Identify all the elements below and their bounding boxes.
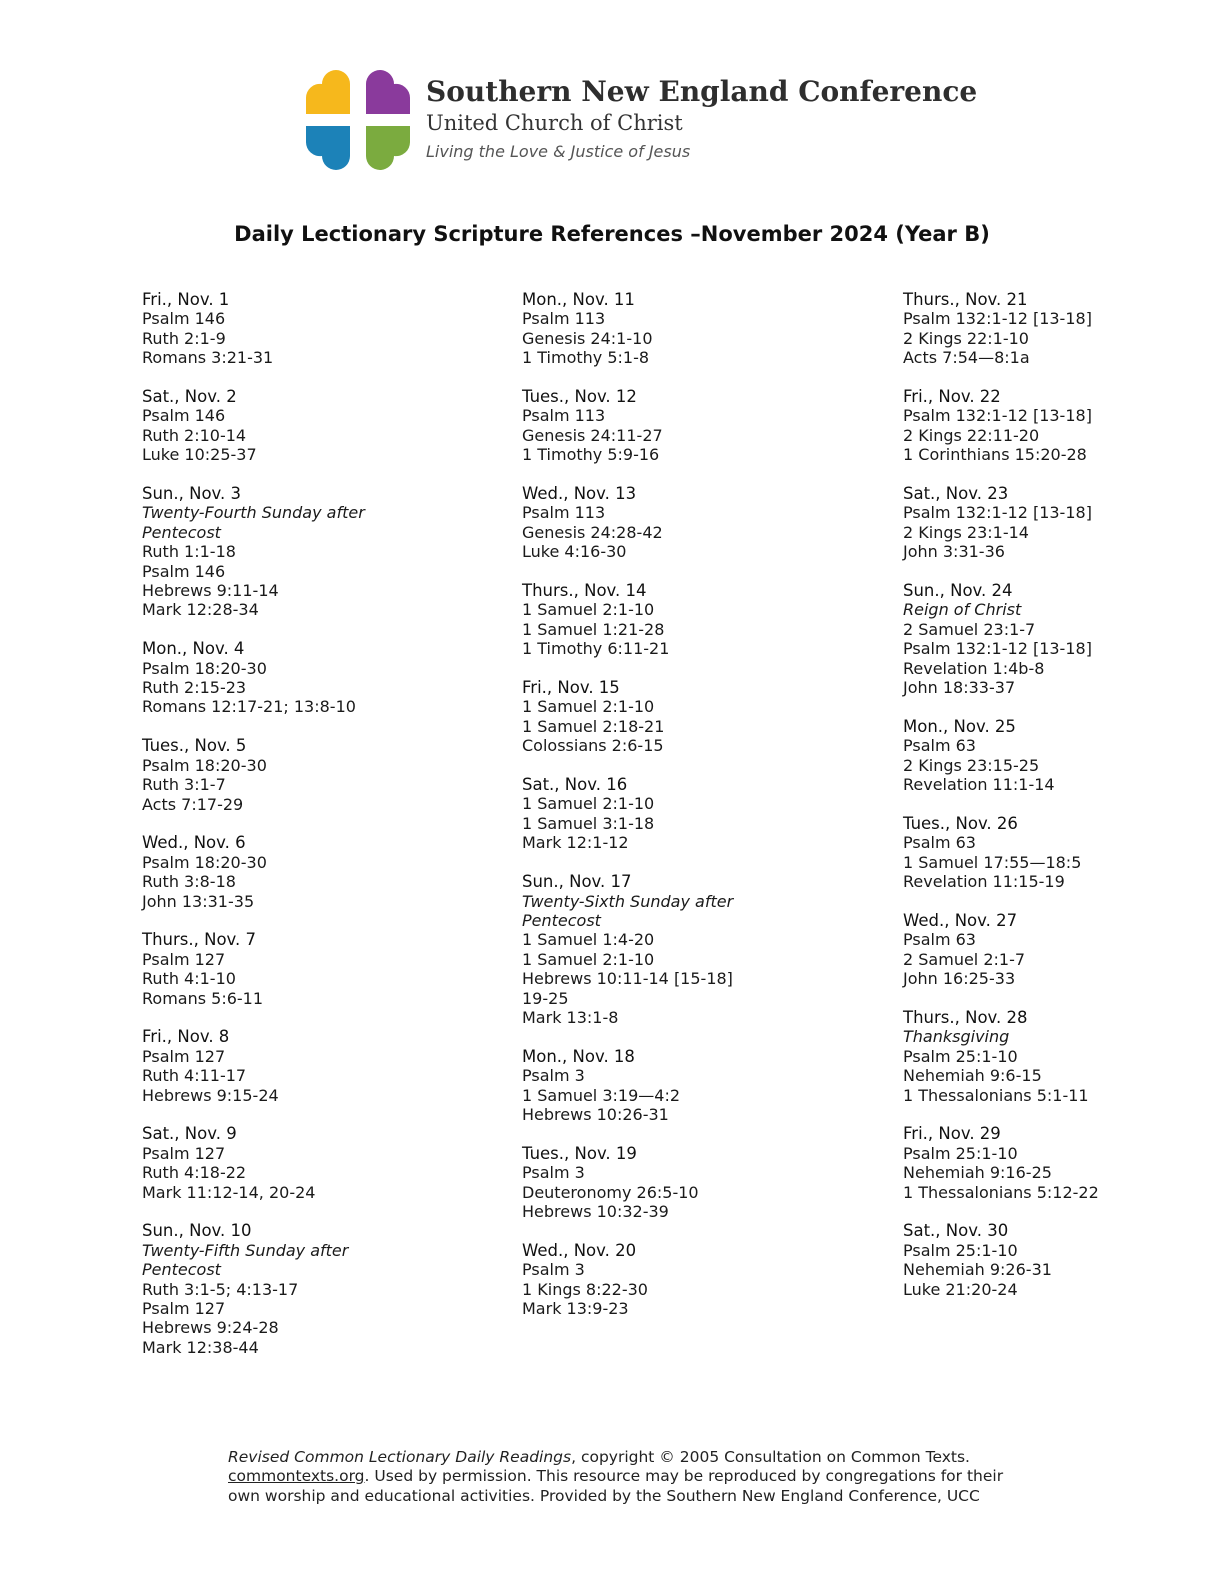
- day-entry: [903, 290, 1224, 368]
- day-entry: [522, 581, 882, 659]
- scripture-reading: 19-25: [522, 988, 569, 1008]
- scripture-reading: 1 Timothy 5:9-16: [522, 445, 660, 465]
- scripture-reading: Psalm 132:1-12 [13-18]: [903, 639, 1092, 659]
- org-subtitle: United Church of Christ: [426, 111, 683, 135]
- scripture-reading: 1 Samuel 17:55—18:5: [903, 852, 1082, 872]
- scripture-reading: Nehemiah 9:26-31: [903, 1260, 1052, 1280]
- day-occasion: Twenty-Fifth Sunday after: [142, 1240, 349, 1260]
- scripture-reading: Colossians 2:6-15: [522, 736, 664, 756]
- scripture-reading: Nehemiah 9:6-15: [903, 1066, 1042, 1086]
- copyright-text: , copyright © 2005 Consultation on Common Texts.: [571, 1448, 970, 1466]
- day-date: Fri., Nov. 29: [903, 1124, 1001, 1144]
- scripture-reading: 2 Samuel 23:1-7: [903, 619, 1036, 639]
- day-entry: [142, 833, 502, 911]
- scripture-reading: Psalm 63: [903, 930, 976, 950]
- org-block: [426, 74, 977, 166]
- scripture-reading: John 16:25-33: [903, 969, 1016, 989]
- scripture-reading: Psalm 146: [142, 309, 226, 329]
- scripture-reading: Psalm 146: [142, 406, 226, 426]
- scripture-reading: Revelation 11:1-14: [903, 775, 1055, 795]
- scripture-reading: Genesis 24:1-10: [522, 328, 653, 348]
- page-title: Daily Lectionary Scripture References –November 2024 (Year B): [234, 222, 990, 246]
- day-date: Thurs., Nov. 7: [142, 930, 257, 950]
- scripture-reading: Psalm 127: [142, 1046, 226, 1066]
- day-date: Sat., Nov. 16: [522, 775, 628, 795]
- day-date: Tues., Nov. 19: [522, 1143, 637, 1163]
- scripture-reading: Hebrews 10:32-39: [522, 1201, 669, 1221]
- scripture-reading: 2 Kings 22:1-10: [903, 328, 1029, 348]
- scripture-reading: Ruth 4:18-22: [142, 1163, 247, 1183]
- scripture-reading: Psalm 63: [903, 833, 976, 853]
- day-entry: [903, 1221, 1224, 1299]
- footer: [228, 1448, 1068, 1506]
- scripture-reading: Hebrews 10:11-14 [15-18]: [522, 969, 733, 989]
- scripture-reading: 1 Samuel 2:1-10: [522, 697, 655, 717]
- scripture-reading: Revelation 11:15-19: [903, 872, 1065, 892]
- day-date: Fri., Nov. 22: [903, 387, 1001, 407]
- scripture-reading: 1 Samuel 1:4-20: [522, 930, 655, 950]
- scripture-reading: Romans 12:17-21; 13:8-10: [142, 697, 356, 717]
- day-entry: [903, 814, 1224, 892]
- day-date: Wed., Nov. 20: [522, 1240, 637, 1260]
- scripture-reading: Psalm 113: [522, 309, 606, 329]
- scripture-reading: Psalm 3: [522, 1163, 585, 1183]
- day-date: Sun., Nov. 17: [522, 872, 632, 892]
- scripture-reading: Psalm 63: [903, 736, 976, 756]
- scripture-reading: Psalm 25:1-10: [903, 1046, 1018, 1066]
- scripture-reading: 1 Thessalonians 5:12-22: [903, 1182, 1099, 1202]
- scripture-reading: 2 Kings 23:15-25: [903, 755, 1040, 775]
- day-occasion: Thanksgiving: [903, 1027, 1010, 1047]
- scripture-reading: Psalm 132:1-12 [13-18]: [903, 503, 1092, 523]
- day-date: Tues., Nov. 5: [142, 736, 247, 756]
- scripture-reading: 1 Samuel 2:1-10: [522, 949, 655, 969]
- scripture-reading: Luke 4:16-30: [522, 542, 627, 562]
- scripture-reading: Psalm 25:1-10: [903, 1143, 1018, 1163]
- scripture-reading: Psalm 3: [522, 1260, 585, 1280]
- scripture-reading: Ruth 2:1-9: [142, 328, 226, 348]
- scripture-reading: Mark 13:9-23: [522, 1298, 629, 1318]
- day-entry: [903, 581, 1224, 697]
- day-entry: [903, 1124, 1224, 1202]
- day-occasion: Pentecost: [522, 910, 601, 930]
- day-date: Wed., Nov. 13: [522, 484, 637, 504]
- day-entry: [142, 736, 502, 814]
- day-entry: [142, 1221, 502, 1357]
- day-occasion: Pentecost: [142, 1260, 221, 1280]
- column-1: [142, 290, 502, 1377]
- day-entry: [903, 911, 1224, 989]
- permission-text-1: . Used by permission. This resource may be reproduced by congregations for their: [364, 1467, 1004, 1486]
- scripture-reading: Mark 13:1-8: [522, 1007, 619, 1027]
- day-entry: [522, 775, 882, 853]
- scripture-reading: 1 Samuel 1:21-28: [522, 619, 665, 639]
- day-entry: [903, 717, 1224, 795]
- scripture-reading: 1 Timothy 6:11-21: [522, 639, 670, 659]
- day-date: Sat., Nov. 23: [903, 484, 1009, 504]
- scripture-reading: Ruth 4:11-17: [142, 1066, 247, 1086]
- day-date: Mon., Nov. 25: [903, 716, 1016, 736]
- day-entry: [142, 387, 502, 465]
- scripture-reading: 2 Samuel 2:1-7: [903, 949, 1026, 969]
- purple-heart-icon: [366, 70, 410, 114]
- conference-logo-icon: [306, 70, 410, 172]
- day-date: Mon., Nov. 11: [522, 290, 635, 309]
- scripture-reading: 2 Kings 23:1-14: [903, 522, 1029, 542]
- scripture-reading: Psalm 113: [522, 406, 606, 426]
- day-entry: [522, 1144, 882, 1222]
- scripture-reading: Luke 21:20-24: [903, 1279, 1018, 1299]
- org-name: Southern New England Conference: [426, 75, 978, 108]
- permission-text-2: own worship and educational activities. Provided by the Southern New England Conference, UCC: [228, 1486, 980, 1505]
- scripture-reading: Psalm 127: [142, 1298, 226, 1318]
- day-date: Tues., Nov. 12: [522, 387, 637, 407]
- scripture-reading: Mark 11:12-14, 20-24: [142, 1182, 316, 1202]
- commontexts-link[interactable]: commontexts.org: [228, 1467, 365, 1486]
- day-date: Sat., Nov. 2: [142, 387, 237, 407]
- day-entry: [522, 1047, 882, 1125]
- day-date: Wed., Nov. 27: [903, 910, 1018, 930]
- scripture-reading: Ruth 3:1-7: [142, 775, 226, 795]
- day-date: Mon., Nov. 18: [522, 1046, 635, 1066]
- footer-line-2: [228, 1467, 1068, 1486]
- scripture-reading: Psalm 18:20-30: [142, 852, 267, 872]
- scripture-reading: Luke 10:25-37: [142, 445, 257, 465]
- day-entry: [142, 930, 502, 1008]
- scripture-reading: 1 Samuel 2:1-10: [522, 794, 655, 814]
- source-title: Revised Common Lectionary Daily Readings: [228, 1448, 572, 1466]
- scripture-reading: Psalm 132:1-12 [13-18]: [903, 309, 1092, 329]
- scripture-reading: Psalm 127: [142, 949, 226, 969]
- scripture-reading: Psalm 113: [522, 503, 606, 523]
- scripture-reading: Genesis 24:11-27: [522, 425, 663, 445]
- scripture-reading: Ruth 2:10-14: [142, 425, 247, 445]
- scripture-reading: 1 Samuel 2:1-10: [522, 600, 655, 620]
- scripture-reading: 1 Timothy 5:1-8: [522, 348, 650, 368]
- day-entry: [522, 1241, 882, 1319]
- day-date: Wed., Nov. 6: [142, 833, 246, 853]
- day-entry: [522, 678, 882, 756]
- scripture-reading: Acts 7:54—8:1a: [903, 348, 1030, 368]
- scripture-reading: Acts 7:17-29: [142, 794, 244, 814]
- scripture-reading: Nehemiah 9:16-25: [903, 1163, 1052, 1183]
- header: [306, 70, 978, 180]
- green-heart-icon: [366, 126, 410, 170]
- day-date: Fri., Nov. 15: [522, 678, 620, 698]
- day-date: Fri., Nov. 1: [142, 290, 230, 309]
- day-date: Sun., Nov. 10: [142, 1221, 252, 1241]
- scripture-reading: 2 Kings 22:11-20: [903, 425, 1040, 445]
- scripture-reading: 1 Corinthians 15:20-28: [903, 445, 1087, 465]
- scripture-reading: Psalm 25:1-10: [903, 1240, 1018, 1260]
- scripture-reading: 1 Samuel 3:1-18: [522, 813, 655, 833]
- day-occasion: Twenty-Sixth Sunday after: [522, 891, 734, 911]
- scripture-reading: Romans 3:21-31: [142, 348, 274, 368]
- scripture-reading: John 3:31-36: [903, 542, 1005, 562]
- day-date: Sun., Nov. 3: [142, 484, 242, 504]
- day-date: Sat., Nov. 9: [142, 1124, 237, 1144]
- day-entry: [903, 1008, 1224, 1105]
- scripture-reading: Psalm 3: [522, 1066, 585, 1086]
- day-entry: [903, 387, 1224, 465]
- org-tagline: Living the Love & Justice of Jesus: [426, 142, 691, 161]
- scripture-reading: Ruth 2:15-23: [142, 678, 247, 698]
- day-occasion: Reign of Christ: [903, 600, 1022, 620]
- day-entry: [142, 1124, 502, 1202]
- scripture-reading: Psalm 127: [142, 1143, 226, 1163]
- scripture-reading: 1 Samuel 3:19—4:2: [522, 1085, 681, 1105]
- day-entry: [142, 290, 502, 368]
- day-entry: [522, 872, 882, 1027]
- day-date: Sun., Nov. 24: [903, 581, 1013, 601]
- scripture-reading: Mark 12:28-34: [142, 600, 259, 620]
- scripture-reading: Ruth 3:1-5; 4:13-17: [142, 1279, 299, 1299]
- day-entry: [522, 387, 882, 465]
- day-date: Sat., Nov. 30: [903, 1221, 1009, 1241]
- scripture-reading: Hebrews 9:11-14: [142, 581, 279, 601]
- scripture-reading: Hebrews 9:24-28: [142, 1318, 279, 1338]
- day-entry: [142, 484, 502, 620]
- scripture-reading: Psalm 18:20-30: [142, 658, 267, 678]
- day-entry: [142, 639, 502, 717]
- column-2: [522, 290, 882, 1338]
- scripture-reading: Ruth 1:1-18: [142, 542, 236, 562]
- day-date: Tues., Nov. 26: [903, 813, 1018, 833]
- day-entry: [142, 1027, 502, 1105]
- scripture-reading: John 18:33-37: [903, 678, 1016, 698]
- yellow-heart-icon: [306, 70, 350, 114]
- scripture-reading: Hebrews 10:26-31: [522, 1104, 669, 1124]
- day-date: Fri., Nov. 8: [142, 1027, 230, 1047]
- day-date: Thurs., Nov. 21: [903, 290, 1028, 309]
- footer-line-1: [228, 1448, 1068, 1467]
- scripture-reading: John 13:31-35: [142, 891, 255, 911]
- scripture-reading: Revelation 1:4b-8: [903, 658, 1045, 678]
- day-date: Mon., Nov. 4: [142, 639, 245, 659]
- scripture-reading: 1 Kings 8:22-30: [522, 1279, 648, 1299]
- scripture-reading: Romans 5:6-11: [142, 988, 264, 1008]
- scripture-reading: Genesis 24:28-42: [522, 522, 663, 542]
- scripture-reading: Ruth 3:8-18: [142, 872, 236, 892]
- scripture-reading: Hebrews 9:15-24: [142, 1085, 279, 1105]
- scripture-reading: Ruth 4:1-10: [142, 969, 236, 989]
- scripture-reading: Deuteronomy 26:5-10: [522, 1182, 699, 1202]
- scripture-reading: 1 Samuel 2:18-21: [522, 716, 665, 736]
- scripture-reading: Psalm 132:1-12 [13-18]: [903, 406, 1092, 426]
- scripture-reading: Psalm 18:20-30: [142, 755, 267, 775]
- day-entry: [522, 290, 882, 368]
- scripture-reading: Mark 12:38-44: [142, 1337, 259, 1357]
- scripture-reading: Mark 12:1-12: [522, 833, 629, 853]
- blue-heart-icon: [306, 126, 350, 170]
- scripture-reading: Psalm 146: [142, 561, 226, 581]
- day-entry: [903, 484, 1224, 562]
- column-3: [903, 290, 1224, 1318]
- day-occasion: Twenty-Fourth Sunday after: [142, 503, 365, 523]
- day-occasion: Pentecost: [142, 522, 221, 542]
- day-entry: [522, 484, 882, 562]
- day-date: Thurs., Nov. 28: [903, 1007, 1028, 1027]
- scripture-reading: 1 Thessalonians 5:1-11: [903, 1085, 1089, 1105]
- day-date: Thurs., Nov. 14: [522, 581, 647, 601]
